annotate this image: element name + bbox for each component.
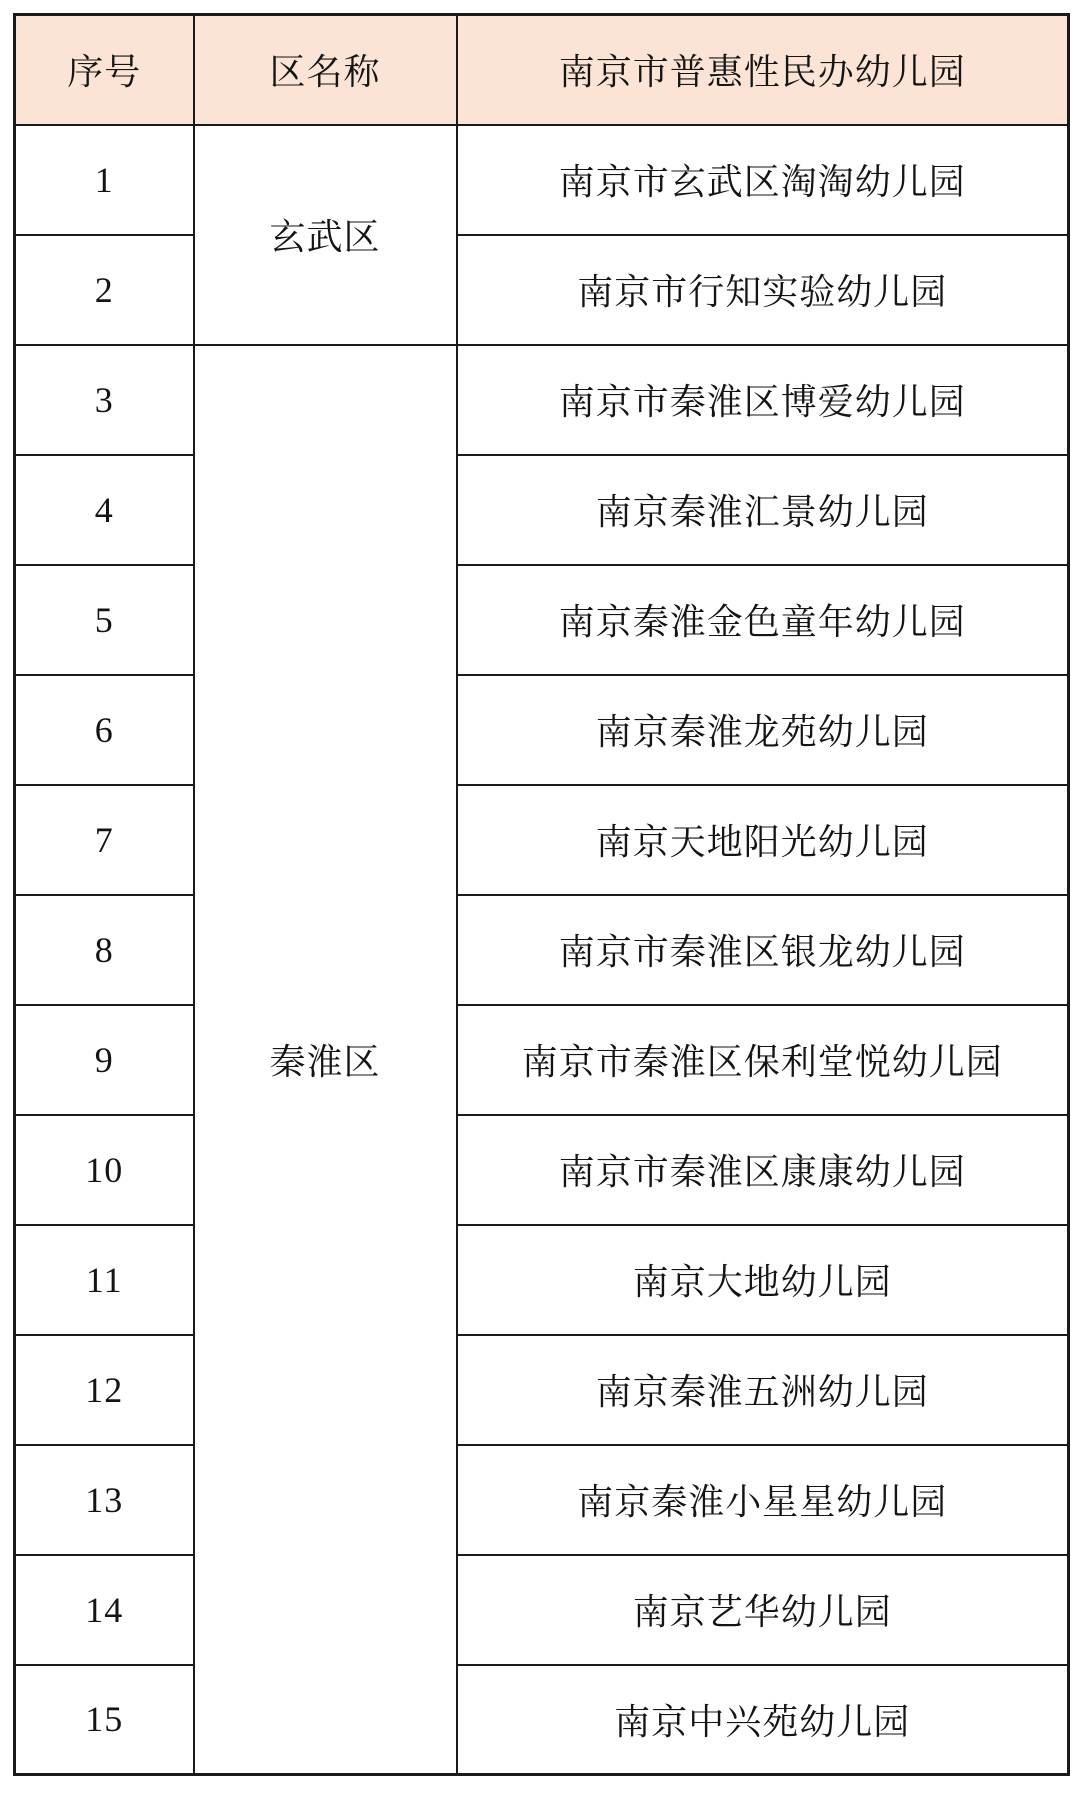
kindergarten-name-cell: 南京秦淮金色童年幼儿园: [457, 565, 1069, 675]
serial-number-cell: 10: [15, 1115, 194, 1225]
kindergarten-table: [13, 13, 1070, 1776]
table-row: [15, 1005, 1069, 1115]
table-row: [15, 1225, 1069, 1335]
kindergarten-name-cell: 南京秦淮小星星幼儿园: [457, 1445, 1069, 1555]
table-row: [15, 125, 1069, 235]
serial-number-cell: 2: [15, 235, 194, 345]
header-kindergarten-title: 南京市普惠性民办幼儿园: [457, 15, 1069, 125]
kindergarten-name-cell: 南京中兴苑幼儿园: [457, 1665, 1069, 1775]
kindergarten-name-cell: 南京艺华幼儿园: [457, 1555, 1069, 1665]
district-name-cell: 玄武区: [194, 125, 457, 345]
serial-number-cell: 15: [15, 1665, 194, 1775]
district-name-cell: 秦淮区: [194, 345, 457, 1775]
serial-number-cell: 3: [15, 345, 194, 455]
serial-number-cell: 5: [15, 565, 194, 675]
serial-number-cell: 13: [15, 1445, 194, 1555]
table-row: [15, 895, 1069, 1005]
header-district-name: 区名称: [194, 15, 457, 125]
kindergarten-name-cell: 南京市秦淮区银龙幼儿园: [457, 895, 1069, 1005]
table-row: [15, 785, 1069, 895]
table-row: [15, 1445, 1069, 1555]
table-row: [15, 565, 1069, 675]
serial-number-cell: 14: [15, 1555, 194, 1665]
table-row: [15, 675, 1069, 785]
serial-number-cell: 11: [15, 1225, 194, 1335]
kindergarten-name-cell: 南京天地阳光幼儿园: [457, 785, 1069, 895]
table-row: [15, 1335, 1069, 1445]
serial-number-cell: 4: [15, 455, 194, 565]
serial-number-cell: 9: [15, 1005, 194, 1115]
kindergarten-name-cell: 南京大地幼儿园: [457, 1225, 1069, 1335]
table-row: [15, 1115, 1069, 1225]
header-row: [15, 15, 1069, 125]
serial-number-cell: 1: [15, 125, 194, 235]
table-row: [15, 1555, 1069, 1665]
serial-number-cell: 12: [15, 1335, 194, 1445]
kindergarten-name-cell: 南京秦淮五洲幼儿园: [457, 1335, 1069, 1445]
serial-number-cell: 6: [15, 675, 194, 785]
kindergarten-name-cell: 南京市行知实验幼儿园: [457, 235, 1069, 345]
table-row: [15, 455, 1069, 565]
kindergarten-name-cell: 南京秦淮汇景幼儿园: [457, 455, 1069, 565]
table-row: [15, 235, 1069, 345]
table-row: [15, 345, 1069, 455]
header-serial-number: 序号: [15, 15, 194, 125]
serial-number-cell: 8: [15, 895, 194, 1005]
kindergarten-name-cell: 南京市秦淮区康康幼儿园: [457, 1115, 1069, 1225]
table-row: [15, 1665, 1069, 1775]
kindergarten-name-cell: 南京市秦淮区博爱幼儿园: [457, 345, 1069, 455]
kindergarten-name-cell: 南京秦淮龙苑幼儿园: [457, 675, 1069, 785]
serial-number-cell: 7: [15, 785, 194, 895]
kindergarten-name-cell: 南京市玄武区淘淘幼儿园: [457, 125, 1069, 235]
kindergarten-name-cell: 南京市秦淮区保利堂悦幼儿园: [457, 1005, 1069, 1115]
